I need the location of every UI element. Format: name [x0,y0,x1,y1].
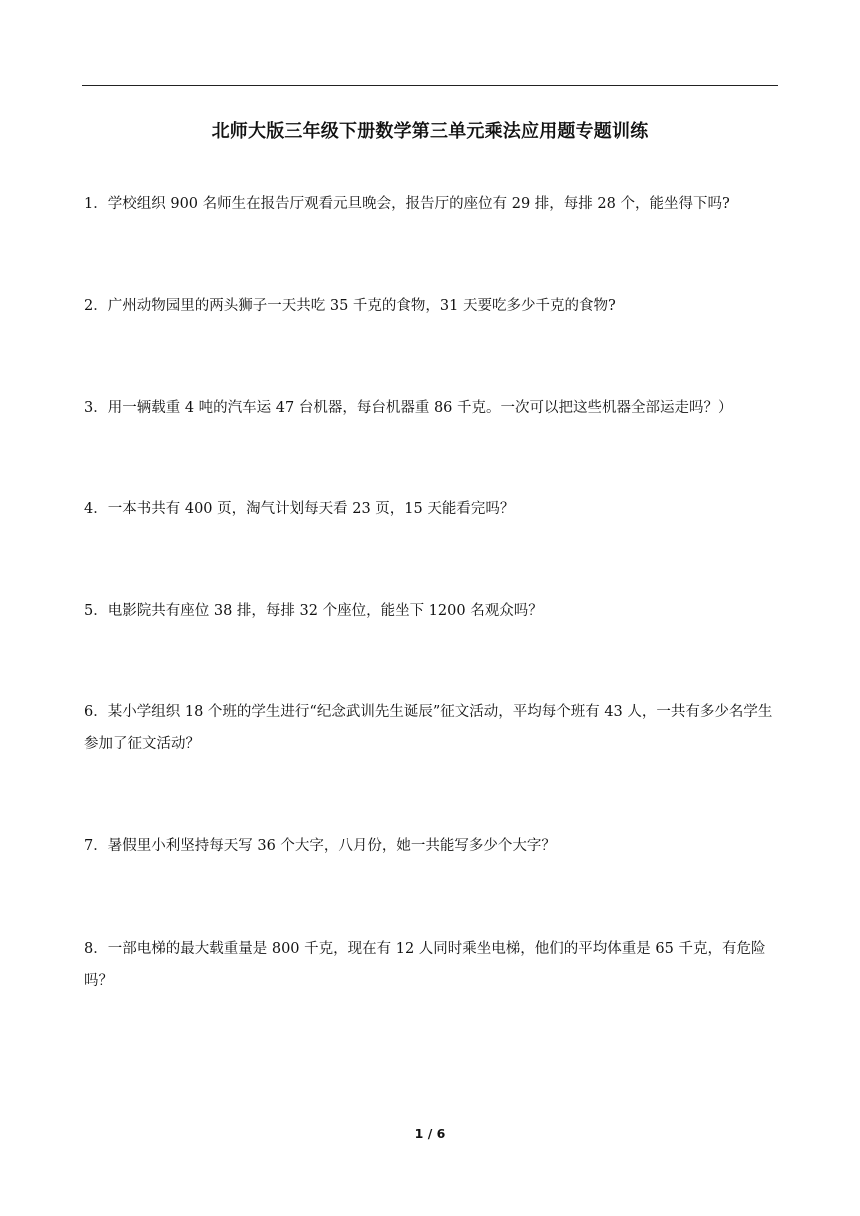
question-8 [84,933,778,997]
question-5 [84,595,778,627]
question-number: 3． [84,400,108,416]
question-4 [84,493,778,525]
question-text: 一本书共有 400 页，淘气计划每天看 23 页，15 天能看完吗？ [107,501,515,517]
question-text: 学校组织 900 名师生在报告厅观看元旦晚会，报告厅的座位有 29 排，每排 28 个，能坐得下吗? [107,196,730,212]
question-7 [84,830,778,862]
question-text: 某小学组织 18 个班的学生进行“纪念武训先生诞辰”征文活动，平均每个班有 43 人，一共有多少名学生参加了征文活动？ [84,704,773,752]
page-number: 1 / 6 [414,1126,446,1141]
question-number: 6． [84,704,108,720]
question-number: 1． [84,196,108,212]
header-rule [82,85,778,86]
question-text: 用一辆载重 4 吨的汽车运 47 台机器，每台机器重 86 千克。一次可以把这些机器全部运走吗？） [107,400,733,416]
question-6 [84,696,778,760]
question-number: 2． [84,298,108,314]
question-number: 4． [84,501,108,517]
document-title: 北师大版三年级下册数学第三单元乘法应用题专题训练 [211,121,649,142]
question-text: 广州动物园里的两头狮子一天共吃 35 千克的食物，31 天要吃多少千克的食物? [107,298,616,314]
question-1 [84,188,778,220]
question-number: 5． [84,603,108,619]
question-text: 暑假里小利坚持每天写 36 个大字，八月份，她一共能写多少个大字？ [107,838,556,854]
question-number: 7． [84,838,108,854]
question-3 [84,392,778,424]
question-text: 电影院共有座位 38 排，每排 32 个座位，能坐下 1200 名观众吗？ [107,603,543,619]
question-number: 8． [84,941,108,957]
question-2 [84,290,778,322]
question-text: 一部电梯的最大载重量是 800 千克，现在有 12 人同时乘坐电梯，他们的平均体重是 65 千克，有危险吗？ [84,941,766,989]
